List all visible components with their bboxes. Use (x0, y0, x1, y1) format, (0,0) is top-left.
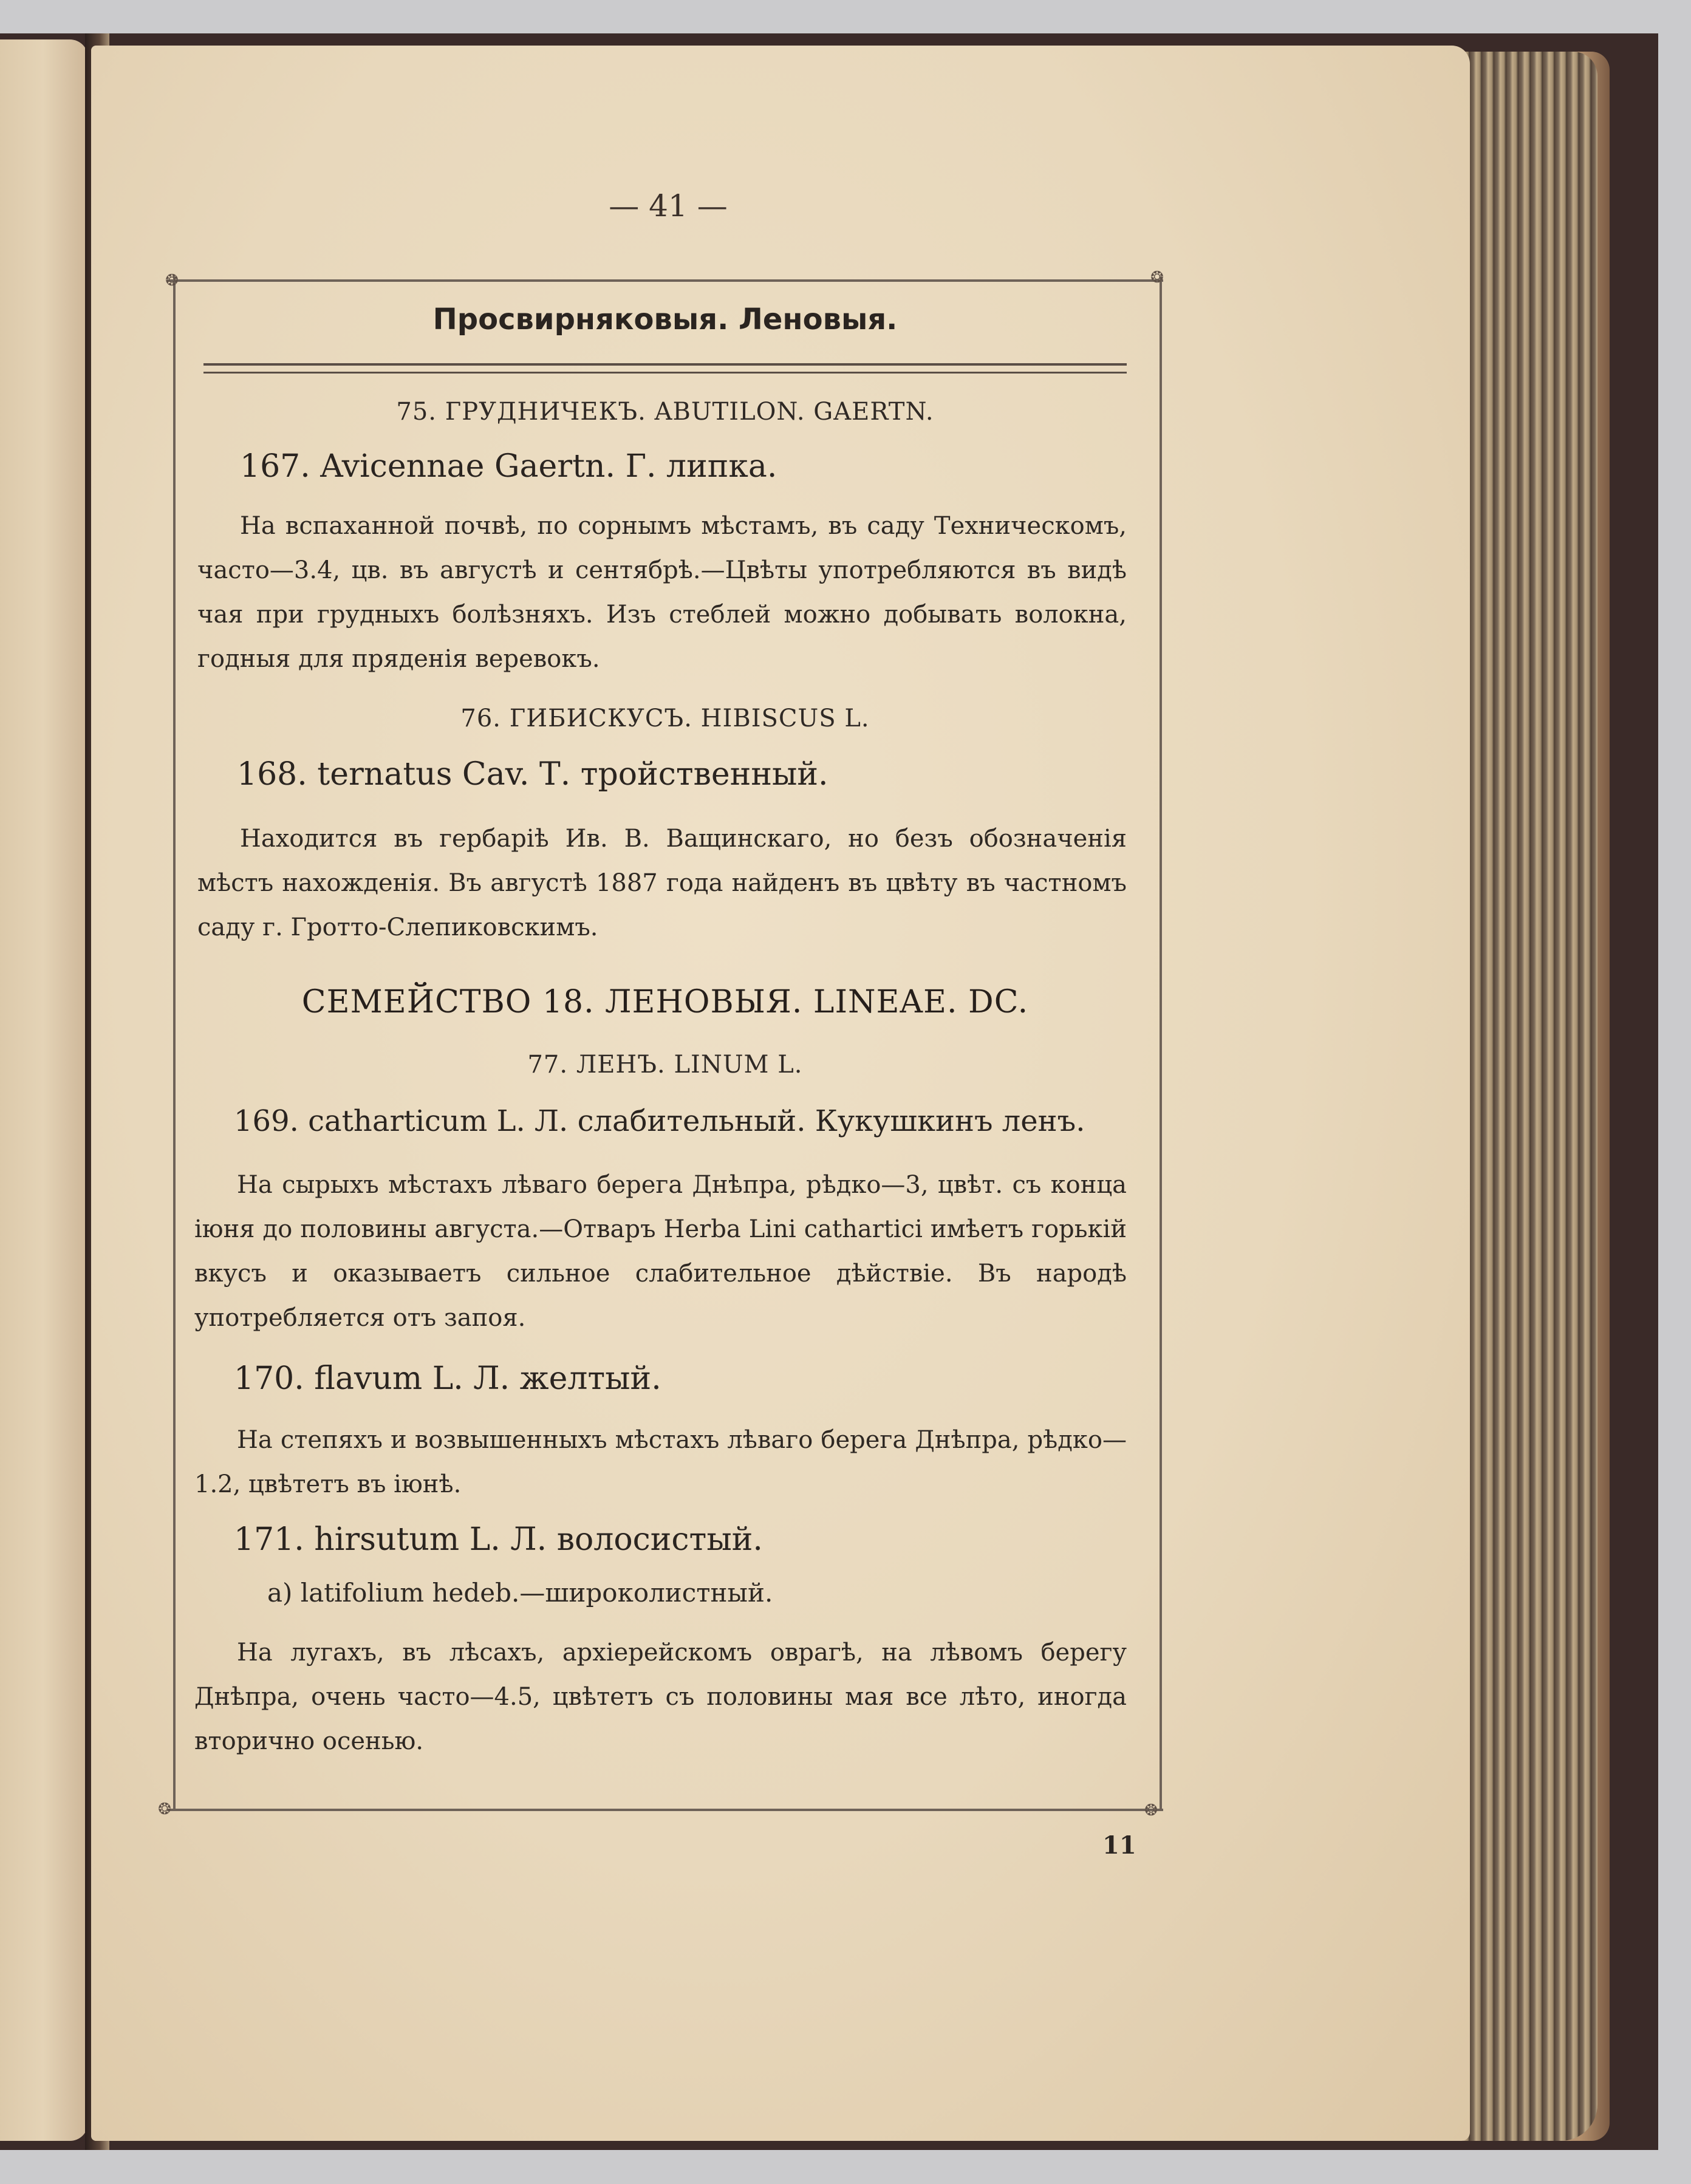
paragraph-171a: На лугахъ, въ лѣсахъ, архіерейскомъ оврагѣ, на лѣвомъ берегу Днѣпра, очень часто—4.5, цвѣтетъ съ половины мая все лѣто, иногда вторично осенью. (194, 1639, 1127, 1755)
family-heading-18: СЕМЕЙСТВО 18. ЛЕНОВЫЯ. LINEAE. DC. (301, 984, 1029, 1020)
scan-right-margin (1658, 0, 1691, 2184)
genus-heading-75: 75. ГРУДНИЧЕКЪ. ABUTILON. GAERTN. (396, 398, 934, 426)
species-heading-168: 168. ternatus Cav. Т. тройственный. (237, 756, 828, 793)
species-heading-171: 171. hirsutum L. Л. волосистый. (234, 1521, 763, 1558)
scan-bottom-margin (0, 2150, 1691, 2184)
paragraph-168: Находится въ гербаріѣ Ив. В. Ващинскаго, но безъ обозначенія мѣстъ нахожденія. Въ августѣ 1887 года найденъ въ цвѣту въ частномъ саду г. Гротто-Слепиковскимъ. (197, 825, 1127, 941)
species-heading-169: 169. catharticum L. Л. слабительный. Кукушкинъ ленъ. (234, 1104, 1085, 1138)
scan-top-margin (0, 0, 1691, 33)
species-heading-170: 170. flavum L. Л. желтый. (234, 1360, 661, 1397)
page-number: — 41 — (609, 188, 728, 224)
variety-heading-171a: а) latifolium hedeb.—широколистный. (267, 1578, 773, 1608)
left-page-edge (0, 39, 88, 2141)
signature-mark: 11 (1102, 1831, 1136, 1860)
genus-heading-77: 77. ЛЕНЪ. LINUM L. (527, 1051, 803, 1079)
page-header-title: Просвирняковыя. Леновыя. (432, 302, 898, 336)
corner-ornament-icon: ❂ (1150, 268, 1164, 287)
header-double-rule (203, 363, 1127, 374)
paragraph-170: На степяхъ и возвышенныхъ мѣстахъ лѣваго берега Днѣпра, рѣдко—1.2, цвѣтетъ въ іюнѣ. (194, 1426, 1127, 1498)
paragraph-167: На вспаханной почвѣ, по сорнымъ мѣстамъ, въ саду Техническомъ, часто—3.4, цв. въ августѣ и сентябрѣ.—Цвѣты употребляются въ видѣ чая при грудныхъ болѣзняхъ. Изъ стеблей можно добывать волокна, годныя для пряденія веревокъ. (197, 512, 1127, 673)
page-stack-edges (1458, 52, 1597, 2141)
species-heading-167: 167. Avicennae Gaertn. Г. липка. (240, 448, 777, 485)
genus-heading-76: 76. ГИБИСКУСЪ. HIBISCUS L. (460, 705, 870, 732)
corner-ornament-icon: ❂ (1144, 1801, 1158, 1820)
corner-ornament-icon: ❂ (158, 1800, 171, 1818)
corner-ornament-icon: ❂ (165, 271, 179, 290)
paragraph-169: На сырыхъ мѣстахъ лѣваго берега Днѣпра, рѣдко—3, цвѣт. съ конца іюня до половины августа.—Отваръ Herba Lini cathartici имѣетъ горькій вкусъ и оказываетъ сильное слабительное дѣйствіе. Въ народѣ употребляется отъ запоя. (194, 1171, 1127, 1332)
